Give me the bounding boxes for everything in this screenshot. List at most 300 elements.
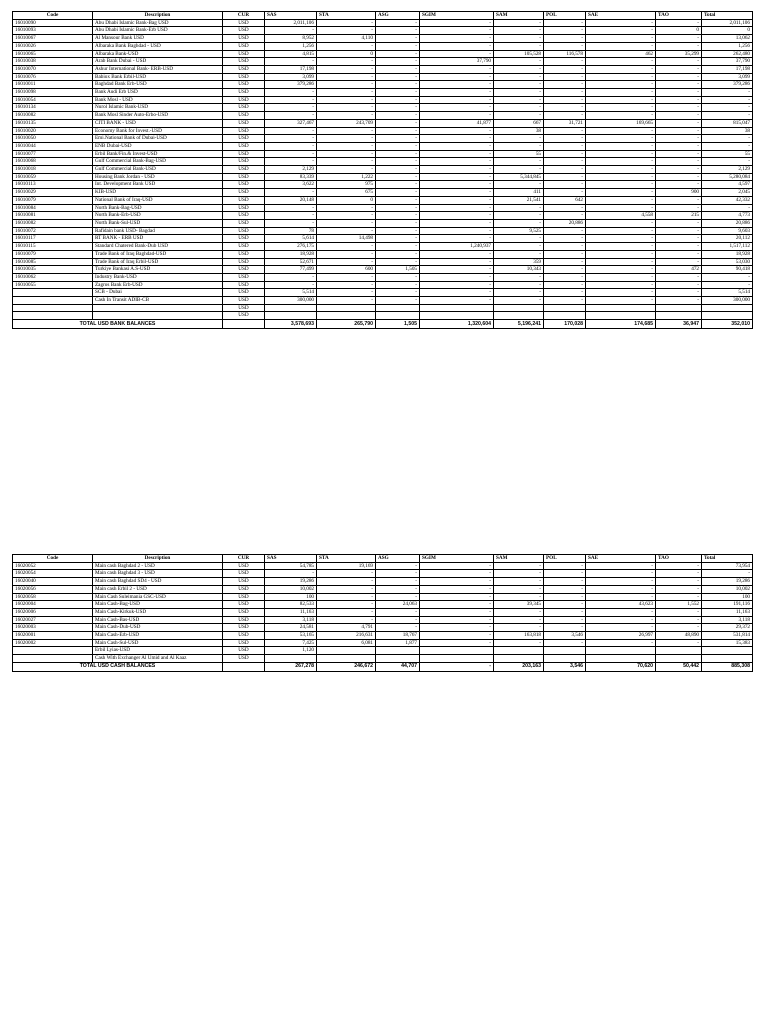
table-cell: -	[317, 243, 376, 251]
table-cell: 16010067	[13, 35, 93, 43]
table-row	[13, 27, 753, 35]
table-cell: USD	[223, 281, 265, 289]
table-cell: North Bank-Bag-USD	[93, 204, 223, 212]
column-header: POL	[544, 555, 586, 563]
table-row	[13, 19, 753, 27]
table-cell: -	[586, 593, 656, 601]
table-cell: -	[420, 196, 494, 204]
table-cell: 20,886	[544, 219, 586, 227]
table-cell: 16010011	[13, 81, 93, 89]
table-cell: -	[376, 243, 420, 251]
table-cell: -	[656, 158, 702, 166]
table-cell: -	[420, 570, 494, 578]
table-cell: -	[544, 235, 586, 243]
table-cell: -	[656, 281, 702, 289]
table-cell: 35,299	[656, 50, 702, 58]
table-cell: -	[586, 19, 656, 27]
table-cell: -	[656, 81, 702, 89]
table-cell: 16010115	[13, 243, 93, 251]
table-cell: -	[376, 135, 420, 143]
table-cell: -	[494, 616, 544, 624]
table-cell: Industry Bank-USD	[93, 273, 223, 281]
table-cell: USD	[223, 616, 265, 624]
table-cell: -	[544, 81, 586, 89]
table-cell	[544, 312, 586, 320]
table-cell: -	[494, 281, 544, 289]
table-cell	[656, 304, 702, 312]
table-cell: 20,148	[265, 196, 317, 204]
column-header: CUR	[223, 12, 265, 20]
total-value: 885,308	[702, 662, 753, 671]
table-cell: -	[544, 624, 586, 632]
table-cell: -	[420, 81, 494, 89]
table-cell: -	[586, 96, 656, 104]
table-cell: 411	[494, 189, 544, 197]
table-cell: 1,552	[656, 601, 702, 609]
table-cell: 73,954	[702, 562, 753, 570]
table-cell: 16010077	[13, 150, 93, 158]
table-cell: 100	[265, 593, 317, 601]
table-cell: -	[265, 273, 317, 281]
table-cell: -	[265, 27, 317, 35]
table-cell: Babiox Bank Erbil-USD	[93, 73, 223, 81]
table-cell: -	[494, 562, 544, 570]
table-cell: -	[494, 135, 544, 143]
table-row	[13, 281, 753, 289]
table-cell: -	[376, 250, 420, 258]
table-cell: -	[376, 289, 420, 297]
table-cell: -	[420, 142, 494, 150]
table-row	[13, 608, 753, 616]
table-cell: 0	[317, 196, 376, 204]
table-cell: -	[586, 35, 656, 43]
table-cell: -	[586, 297, 656, 305]
table-cell: -	[420, 273, 494, 281]
table-cell: -	[702, 570, 753, 578]
total-value: 70,620	[586, 662, 656, 671]
table-cell: 53,030	[702, 258, 753, 266]
table-cell	[586, 312, 656, 320]
table-cell: 7,425	[265, 639, 317, 647]
table-cell: -	[702, 89, 753, 97]
table-cell: 18,928	[702, 250, 753, 258]
table-cell: -	[702, 281, 753, 289]
table-cell: 276,175	[265, 243, 317, 251]
table-cell: -	[376, 158, 420, 166]
table-cell: -	[376, 258, 420, 266]
table-cell: USD	[223, 135, 265, 143]
table-cell: -	[544, 639, 586, 647]
table-cell: 16020003	[13, 624, 93, 632]
column-header: TAO	[656, 12, 702, 20]
table-cell: -	[494, 58, 544, 66]
table-cell: -	[494, 297, 544, 305]
table-cell: 16020006	[13, 608, 93, 616]
table-cell: -	[317, 96, 376, 104]
table-cell: -	[586, 585, 656, 593]
table-cell: 16020058	[13, 593, 93, 601]
table-cell: USD	[223, 312, 265, 320]
table-cell: 19,286	[702, 578, 753, 586]
table-cell: Main cash Baghdad 3 - USD	[93, 570, 223, 578]
table-cell: -	[376, 119, 420, 127]
table-cell: -	[544, 189, 586, 197]
table-cell: -	[376, 181, 420, 189]
table-cell: -	[494, 73, 544, 81]
table-cell: -	[317, 616, 376, 624]
table-cell: -	[586, 616, 656, 624]
table-cell: 3,546	[544, 632, 586, 640]
table-cell: -	[317, 297, 376, 305]
table-cell: -	[376, 19, 420, 27]
table-row	[13, 227, 753, 235]
table-cell: 16010018	[13, 166, 93, 174]
table-cell: 16010068	[13, 158, 93, 166]
table-cell: 16010113	[13, 181, 93, 189]
table-cell: -	[544, 273, 586, 281]
table-cell: -	[586, 65, 656, 73]
table-cell	[317, 312, 376, 320]
table-cell: -	[420, 35, 494, 43]
total-value: 203,163	[494, 662, 544, 671]
table-cell: -	[420, 297, 494, 305]
table-row	[13, 593, 753, 601]
table-cell: -	[265, 89, 317, 97]
table-cell: -	[265, 96, 317, 104]
table-row	[13, 266, 753, 274]
table-cell	[93, 304, 223, 312]
table-cell	[702, 304, 753, 312]
table-cell: -	[586, 608, 656, 616]
table-cell: 169,665	[586, 119, 656, 127]
table-cell: -	[544, 578, 586, 586]
table-cell: USD	[223, 585, 265, 593]
table-cell: -	[544, 608, 586, 616]
table-cell: -	[317, 127, 376, 135]
table-cell: Erbil Lyias-USD	[93, 647, 223, 655]
table-cell: 21,541	[494, 196, 544, 204]
table-cell: 37,790	[702, 58, 753, 66]
table-cell: 0	[317, 50, 376, 58]
column-header: ASG	[376, 555, 420, 563]
table-cell: Main Cash-Kirkuk-USD	[93, 608, 223, 616]
table-cell	[494, 312, 544, 320]
table-cell: 17,198	[702, 65, 753, 73]
table-cell	[13, 312, 93, 320]
table-cell: -	[544, 58, 586, 66]
table-cell: CITI BANK - USD	[93, 119, 223, 127]
table-cell: -	[376, 58, 420, 66]
table-cell: -	[544, 585, 586, 593]
table-cell: -	[317, 204, 376, 212]
table-cell: -	[376, 624, 420, 632]
total-row	[13, 320, 753, 329]
column-header: ASG	[376, 12, 420, 20]
table-cell	[656, 312, 702, 320]
total-value: 5,196,241	[494, 320, 544, 329]
table-cell: 16010117	[13, 235, 93, 243]
table-cell: -	[420, 42, 494, 50]
table-cell: 19,286	[265, 578, 317, 586]
table-cell: 16010079	[13, 250, 93, 258]
table-cell: Abu Dhabi Islamic Bank-Bag USD	[93, 19, 223, 27]
table-cell	[13, 647, 93, 655]
table-cell: USD	[223, 112, 265, 120]
table-cell: USD	[223, 593, 265, 601]
table-cell: USD	[223, 173, 265, 181]
total-value: 267,278	[265, 662, 317, 671]
table-row	[13, 150, 753, 158]
table-cell: USD	[223, 58, 265, 66]
table-cell: 100	[702, 593, 753, 601]
table-cell: 4,815	[265, 50, 317, 58]
table-cell: 359	[494, 258, 544, 266]
table-cell: -	[265, 58, 317, 66]
table-cell: 26,997	[586, 632, 656, 640]
table-cell: -	[586, 166, 656, 174]
total-value: 36,947	[656, 320, 702, 329]
table-cell: -	[420, 89, 494, 97]
table-cell: -	[317, 593, 376, 601]
table-cell	[586, 647, 656, 655]
table-cell: -	[420, 585, 494, 593]
table-cell: Main Cash-Sul-USD	[93, 639, 223, 647]
table-cell: 300,000	[265, 297, 317, 305]
table-cell: 17,198	[265, 65, 317, 73]
table-cell: -	[544, 258, 586, 266]
table-cell: Nurol Islamic Bank-USD	[93, 104, 223, 112]
table-cell: 16010082	[13, 219, 93, 227]
table-cell: -	[656, 289, 702, 297]
table-cell: 3,099	[702, 73, 753, 81]
table-cell: -	[317, 212, 376, 220]
table-cell: 16010084	[13, 204, 93, 212]
table-cell: -	[317, 227, 376, 235]
table-cell: -	[586, 189, 656, 197]
table-cell: USD	[223, 266, 265, 274]
table-cell: 462	[586, 50, 656, 58]
table-cell	[376, 655, 420, 663]
table-row	[13, 89, 753, 97]
table-cell: USD	[223, 639, 265, 647]
table-cell: USD	[223, 35, 265, 43]
table-cell: 16010059	[13, 173, 93, 181]
total-value: 3,546	[544, 662, 586, 671]
table-cell: 1,120	[265, 647, 317, 655]
table-cell: -	[586, 624, 656, 632]
table-cell: -	[494, 42, 544, 50]
table-cell	[544, 655, 586, 663]
table-cell: 1,877	[376, 639, 420, 647]
table-cell: -	[494, 250, 544, 258]
table-cell: -	[420, 608, 494, 616]
cash-balances-table	[12, 554, 753, 672]
table-cell: -	[317, 73, 376, 81]
table-row	[13, 212, 753, 220]
table-cell: Main cash Baghdad SD4 - USD	[93, 578, 223, 586]
table-cell: -	[317, 27, 376, 35]
table-cell: 5,614	[265, 235, 317, 243]
table-cell: 16010070	[13, 65, 93, 73]
table-cell: 2,129	[702, 166, 753, 174]
table-cell: -	[420, 181, 494, 189]
table-cell: -	[544, 142, 586, 150]
table-cell: Standard Chatered Bank-Dub USD	[93, 243, 223, 251]
table-cell: 16010054	[13, 96, 93, 104]
table-cell: Main Cash-Erb-USD	[93, 632, 223, 640]
table-cell: 4,791	[317, 624, 376, 632]
table-cell: -	[494, 35, 544, 43]
table-cell: -	[494, 608, 544, 616]
table-cell: Gulf Commercial Bank-USD	[93, 166, 223, 174]
table-row	[13, 297, 753, 305]
table-cell: 52,671	[265, 258, 317, 266]
table-cell: -	[376, 578, 420, 586]
table-cell: -	[494, 289, 544, 297]
table-cell: 1,256	[265, 42, 317, 50]
table-cell: -	[317, 258, 376, 266]
table-cell: USD	[223, 632, 265, 640]
table-cell: -	[586, 81, 656, 89]
table-cell: -	[544, 601, 586, 609]
table-cell: 379,286	[265, 81, 317, 89]
table-row	[13, 562, 753, 570]
total-label: TOTAL USD CASH BALANCES	[13, 662, 223, 671]
table-cell: -	[420, 173, 494, 181]
table-cell: -	[544, 158, 586, 166]
table-cell: Cash In Transit ADIB-CB	[93, 297, 223, 305]
table-cell: -	[544, 104, 586, 112]
table-cell	[13, 297, 93, 305]
total-value: 3,578,693	[265, 320, 317, 329]
table-row	[13, 189, 753, 197]
table-cell: -	[586, 27, 656, 35]
table-cell	[93, 312, 223, 320]
table-row	[13, 312, 753, 320]
table-cell: Rafidain bank USD- Bagdad	[93, 227, 223, 235]
table-cell	[702, 655, 753, 663]
column-header: SGIM	[420, 555, 494, 563]
table-cell: -	[376, 173, 420, 181]
table-cell: -	[656, 235, 702, 243]
table-cell: -	[420, 150, 494, 158]
table-cell: -	[586, 258, 656, 266]
table-cell: Baghdad Bank Erb-USD	[93, 81, 223, 89]
table-cell: -	[420, 601, 494, 609]
table-cell: -	[586, 289, 656, 297]
table-cell: USD	[223, 65, 265, 73]
table-cell: Zagros Bank Erb-USD	[93, 281, 223, 289]
table-cell: USD	[223, 601, 265, 609]
table-cell: USD	[223, 50, 265, 58]
table-cell: -	[376, 73, 420, 81]
table-row	[13, 42, 753, 50]
table-cell: -	[265, 150, 317, 158]
table-cell: 10,343	[494, 266, 544, 274]
table-cell: 262,480	[702, 50, 753, 58]
table-cell: Albaraka Bank Baghdad - USD	[93, 42, 223, 50]
table-cell: -	[317, 570, 376, 578]
table-cell: 600	[317, 266, 376, 274]
table-cell: -	[376, 297, 420, 305]
table-cell: 2,045	[702, 189, 753, 197]
table-cell	[13, 289, 93, 297]
table-row	[13, 50, 753, 58]
table-row	[13, 578, 753, 586]
table-cell: -	[656, 570, 702, 578]
table-cell: -	[586, 158, 656, 166]
table-cell: North Bank-Sul-USD	[93, 219, 223, 227]
table-cell: 1,256	[702, 42, 753, 50]
table-cell: -	[544, 204, 586, 212]
table-cell: -	[376, 219, 420, 227]
total-blank-cell	[223, 662, 265, 671]
table-cell: 5,280,084	[702, 173, 753, 181]
table-cell: Ashur International Bank- ERB-USD	[93, 65, 223, 73]
table-cell: -	[494, 624, 544, 632]
table-cell: 243,709	[317, 119, 376, 127]
table-cell: 16010098	[13, 89, 93, 97]
table-cell: 19,169	[317, 562, 376, 570]
table-cell: -	[420, 250, 494, 258]
table-row	[13, 647, 753, 655]
table-cell: USD	[223, 250, 265, 258]
table-cell: -	[656, 219, 702, 227]
table-cell: 4,597	[702, 181, 753, 189]
table-cell: USD	[223, 297, 265, 305]
table-cell: 16010090	[13, 19, 93, 27]
total-value: 50,442	[656, 662, 702, 671]
table-cell: -	[265, 135, 317, 143]
table-cell: -	[656, 258, 702, 266]
table-cell	[317, 304, 376, 312]
table-cell: -	[420, 632, 494, 640]
table-cell: Main Cash-Dub-USD	[93, 624, 223, 632]
table-cell	[544, 304, 586, 312]
column-header: SAE	[586, 555, 656, 563]
table-cell: -	[586, 273, 656, 281]
table-cell: Int. Development Bank USD	[93, 181, 223, 189]
table-row	[13, 289, 753, 297]
table-cell: 215	[656, 212, 702, 220]
table-cell: -	[317, 58, 376, 66]
table-cell: -	[376, 585, 420, 593]
table-cell: -	[420, 166, 494, 174]
table-cell: -	[544, 281, 586, 289]
table-cell: 43,623	[586, 601, 656, 609]
table-cell: -	[656, 250, 702, 258]
table-cell: -	[376, 35, 420, 43]
column-header: SAS	[265, 555, 317, 563]
table-cell: -	[656, 166, 702, 174]
table-cell: -	[544, 212, 586, 220]
table-cell	[13, 655, 93, 663]
table-row	[13, 173, 753, 181]
table-cell: 16020001	[13, 632, 93, 640]
table-cell: 5,344,845	[494, 173, 544, 181]
table-cell: USD	[223, 570, 265, 578]
table-cell: USD	[223, 19, 265, 27]
table-cell: USD	[223, 27, 265, 35]
bank-header-row	[13, 12, 753, 20]
table-cell: -	[420, 219, 494, 227]
table-cell: -	[702, 112, 753, 120]
table-cell: -	[544, 65, 586, 73]
table-cell: Abu Dhabi Islamic Bank-Erb USD	[93, 27, 223, 35]
table-cell: -	[420, 204, 494, 212]
table-cell: 77,499	[265, 266, 317, 274]
column-header: Code	[13, 555, 93, 563]
